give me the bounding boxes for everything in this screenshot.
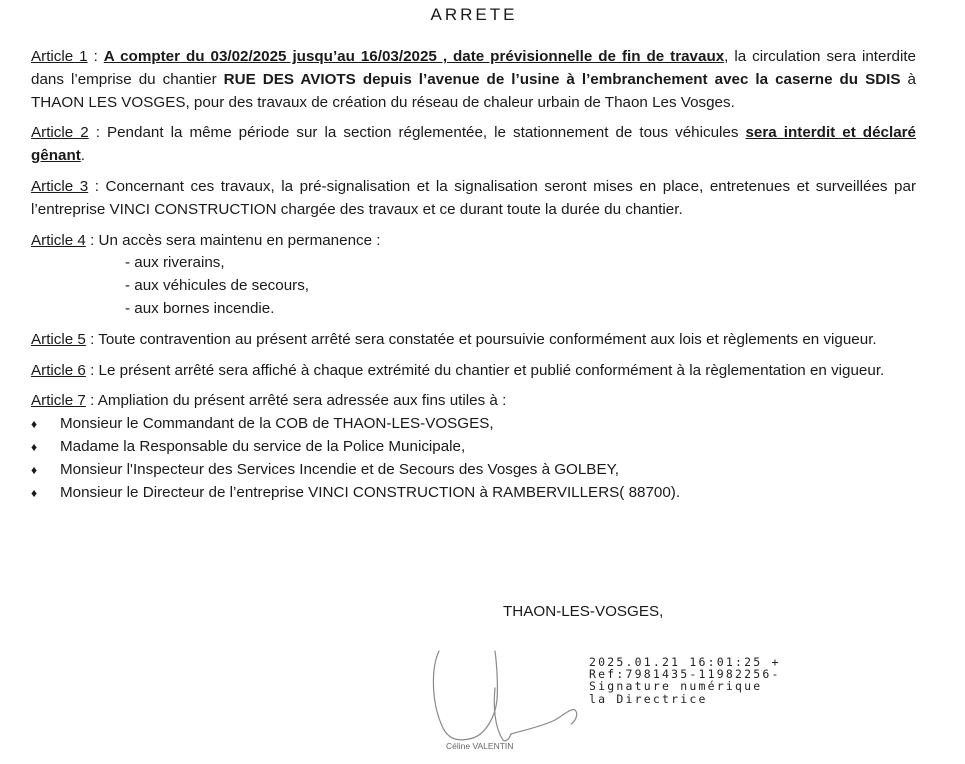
article-6 bbox=[31, 360, 916, 383]
article-4-label: Article 4 bbox=[31, 231, 86, 249]
article-7-label: Article 7 bbox=[31, 392, 86, 410]
article-1-sep: : bbox=[87, 48, 104, 65]
list-item bbox=[31, 459, 916, 482]
diamond-bullet-icon: ♦ bbox=[31, 485, 38, 500]
recipient: Monsieur l'Inspecteur des Services Incendie et de Secours des Vosges à GOLBEY, bbox=[60, 460, 619, 478]
article-4-list bbox=[31, 252, 916, 320]
article-7-text: : Ampliation du présent arrêté sera adressée aux fins utiles à : bbox=[85, 392, 507, 410]
document-body bbox=[31, 46, 916, 504]
article-7 bbox=[31, 390, 916, 413]
article-1 bbox=[31, 46, 916, 114]
document-title: ARRETE bbox=[430, 5, 518, 24]
stamp-line: 2025.01.21 16:01:25 + bbox=[589, 655, 781, 669]
list-item: - aux véhicules de secours, bbox=[125, 277, 310, 295]
list-item: - aux bornes incendie. bbox=[125, 299, 275, 317]
article-1-street: RUE DES AVIOTS depuis l’avenue de l’usine à l’embranchement avec la caserne du SDIS bbox=[223, 70, 901, 88]
list-item bbox=[31, 482, 916, 505]
diamond-bullet-icon: ♦ bbox=[31, 462, 38, 477]
article-1-label: Article 1 bbox=[31, 48, 88, 65]
article-6-label: Article 6 bbox=[31, 361, 86, 379]
article-2-bold: sera interdit et déclaré gênant bbox=[31, 124, 916, 165]
article-5-label: Article 5 bbox=[31, 330, 86, 348]
recipient: Monsieur le Commandant de la COB de THAON-LES-VOSGES, bbox=[60, 415, 494, 433]
article-5 bbox=[31, 329, 916, 352]
article-3 bbox=[31, 176, 916, 222]
recipient: Monsieur le Directeur de l’entreprise VINCI CONSTRUCTION à RAMBERVILLERS( 88700). bbox=[60, 483, 681, 501]
diamond-bullet-icon: ♦ bbox=[31, 439, 38, 454]
stamp-line: Signature numérique bbox=[589, 679, 763, 694]
article-4 bbox=[31, 230, 916, 253]
article-2-text-1: : Pendant la même période sur la section réglementée, le stationnement de tous véhicules bbox=[88, 124, 746, 142]
article-6-text: : Le présent arrêté sera affiché à chaque extrémité du chantier et publié conformément à la règlementation en vigueur. bbox=[85, 361, 885, 379]
article-2-label: Article 2 bbox=[31, 124, 89, 142]
article-5-text: : Toute contravention au présent arrêté sera constatée et poursuivie conformément aux lois et règlements en vigueur. bbox=[85, 330, 877, 348]
recipient: Madame la Responsable du service de la Police Municipale, bbox=[60, 437, 466, 455]
signing-place: THAON-LES-VOSGES, bbox=[503, 603, 664, 620]
handwritten-signature bbox=[425, 648, 590, 748]
article-4-text: : Un accès sera maintenu en permanence : bbox=[85, 231, 381, 249]
list-item bbox=[31, 436, 916, 459]
list-item: - aux riverains, bbox=[125, 254, 225, 272]
article-2-text-2: . bbox=[80, 147, 86, 165]
article-1-text-2: à THAON LES VOSGES, pour des travaux de création du réseau de chaleur urbain de Thaon Les Vosges. bbox=[31, 70, 916, 111]
article-2 bbox=[31, 122, 916, 168]
stamp-line: la Directrice bbox=[589, 691, 708, 706]
diamond-bullet-icon: ♦ bbox=[31, 417, 38, 432]
article-1-text-1: , la circulation sera interdite dans l’emprise du chantier bbox=[31, 48, 916, 88]
article-3-text: : Concernant ces travaux, la pré-signalisation et la signalisation seront mises en place, entretenues et surveillées par l’entreprise VINCI CONSTRUCTION chargée des travaux et ce durant toute la durée du chantier. bbox=[31, 177, 916, 218]
stamp-line: Ref:7981435-11982256- bbox=[589, 667, 781, 682]
list-item bbox=[31, 413, 916, 436]
article-1-dates: A compter du 03/02/2025 jusqu’au 16/03/2025 , date prévisionnelle de fin de travaux bbox=[103, 48, 725, 65]
article-7-list bbox=[31, 413, 916, 504]
digital-signature-stamp bbox=[589, 656, 781, 705]
signer-name: Céline VALENTIN bbox=[446, 741, 514, 751]
article-3-label: Article 3 bbox=[31, 177, 89, 195]
